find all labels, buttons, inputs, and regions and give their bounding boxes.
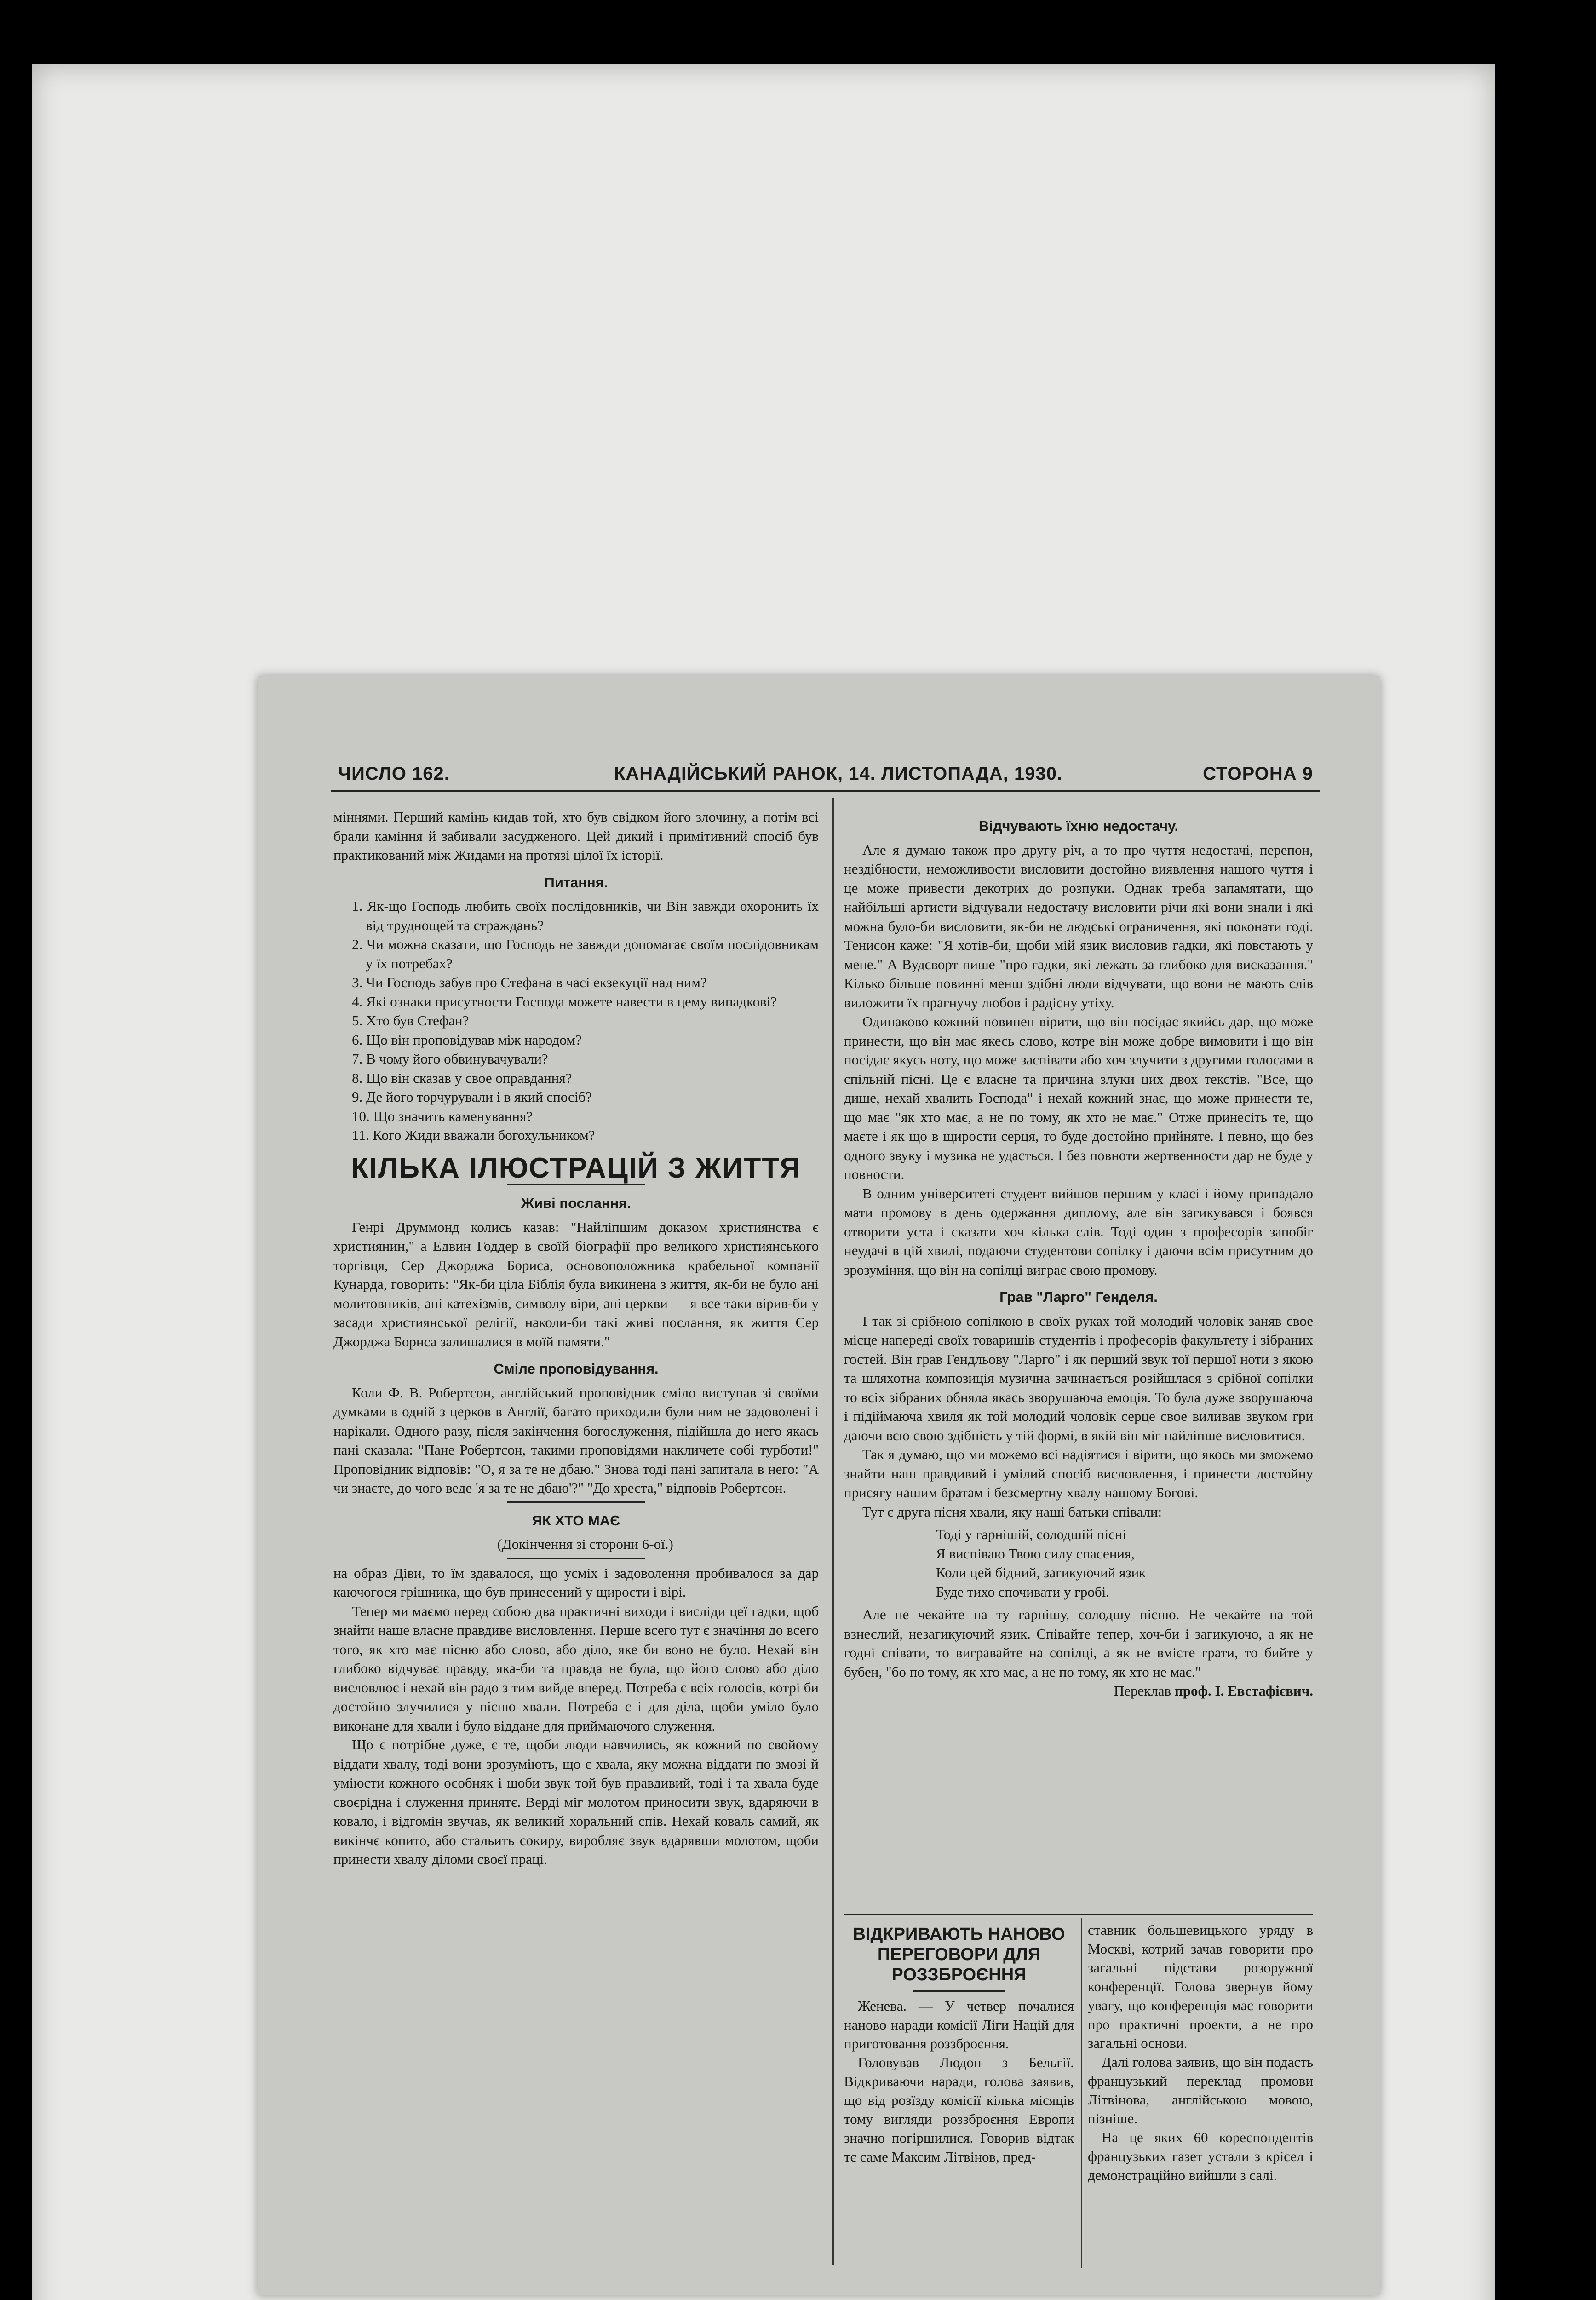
paper-name-date: КАНАДІЙСЬКИЙ РАНОК, 14. ЛИСТОПАДА, 1930.	[614, 764, 1063, 784]
article-paragraph: І так зі срібною сопілкою в своїх руках той молодий чоловік заняв свое місце напереді своїх товаришів студентів і професорів факультету і зібраних гостей. Він грав Гендльову "Ларго" і як перший звук тої першої ноти з якою та шляхотна композиція музична зачинається розійшлася з срібної сопілки то всіх зібраних обняла якась зворушаюча емоція. То була дуже зворушаюча і підіймаюча хвиля як той молодий чоловік серце свое виливав звуком гри даючи всю свою здібність у тій формі, в якій він міг найліпше висловитися.	[844, 1312, 1313, 1443]
verse-line: Буде тихо спочивати у гробі.	[936, 1583, 1109, 1600]
question-item: 11. Кого Жиди вважали богохульником?	[352, 1127, 595, 1143]
headline-rule	[913, 1990, 1005, 1992]
question-item: 3. Чи Господь забув про Стефана в часі екзекуції над ним?	[352, 974, 707, 990]
translator-prefix: Переклав	[1114, 1683, 1171, 1699]
questions-heading: Питання.	[544, 874, 608, 891]
left-column	[333, 807, 819, 1869]
article-paragraph: Тут є друга пісня хвали, яку наші батьки співали:	[862, 1503, 1162, 1520]
news-continuation	[1088, 1920, 1313, 2185]
news-paragraph: На це яких 60 кореспондентів французьких газет устали з крісел і демонстраційно вийшли з салі.	[1088, 2129, 1313, 2183]
question-item: 4. Які ознаки присутности Господа можете навести в цему випадкові?	[352, 993, 777, 1010]
question-item: 6. Що він проповідував між народом?	[352, 1031, 582, 1048]
column-divider	[832, 798, 834, 2266]
news-paragraph: ставник большевицького уряду в Москві, котрий зачав говорити про загальні підстави розоружної конференції. Голова звернув йому увагу, що конференція має говорити про практичні проекти, а не про загальні основи.	[1088, 1922, 1313, 2051]
news-headline: ВІДКРИВАЮТЬ НАНОВО ПЕРЕГОВОРИ ДЛЯ РОЗЗБРОЄННЯ	[853, 1925, 1065, 1984]
verse-line: Я виспіваю Твою силу спасения,	[936, 1545, 1135, 1562]
right-column	[844, 816, 1313, 1701]
article-paragraph: Одинаково кожний повинен вірити, що він посідає якийсь дар, що може принести, що він має якесь слово, котре він може добре вимовити і що він посідає якусь ноту, що може заспівати або хоч злучити з другими голосами в спільній пісні. Це є власне та причина злуки цих двох текстів. "Все, що дише, нехай хвалить Господа" і нехай кожний знає, що може принести те, що має "як хто має, а не по тому, як хто не має." Отже принесіть те, що маєте і як що в щирости серця, то буде достойно прийняте. І певно, що без одного звуку і музика не удасться. І без повноти жертвенности дар не буде у повности.	[844, 1013, 1313, 1182]
article-paragraph: Що є потрібне дуже, є те, щоби люди навчились, як кожний по свойому віддати хвалу, тоді вони зрозуміють, що є хвала, яку можна віддати по змозі й уміюсти кожного особняк і щоби звук той був правдивий, тоді і та хвала буде своєрідна і служення принятє. Верді міг молотом приносити звук, вдаряючи в ковало, і відгомін звучав, як великий хоральний спів. Нехай коваль самий, як викінчє копито, або стальить сокиру, виробляє звук вдарявши молотом, щоби принести хвалу діломи своєї праці.	[333, 1736, 819, 1867]
question-item: 1. Як-що Господь любить своїх послідовників, чи Він завжди охоронить їх від труднощей та страждань?	[352, 898, 819, 933]
hymn-verse	[936, 1525, 1313, 1601]
title-rule	[507, 1184, 645, 1185]
news-paragraph: Женева. — У четвер почалися наново наради комісії Ліги Націй для приготовання роззброєння.	[844, 1998, 1074, 2052]
masthead-rule	[331, 790, 1320, 792]
article-paragraph: Так я думаю, що ми можемо всі надіятися і вірити, що якось ми зможемо знайти наш правдивий і умілий спосіб висловлення, і принести достойну присягу нашим братам і безсмертну хвалу нашому Богові.	[844, 1446, 1313, 1501]
masthead	[338, 764, 1313, 791]
page-number: СТОРОНА 9	[1203, 764, 1313, 784]
question-item: 5. Хто був Стефан?	[352, 1012, 469, 1029]
question-item: 9. Де його торчурували і в який спосіб?	[352, 1089, 592, 1105]
news-article	[844, 1920, 1074, 2266]
living-heading: Живі послання.	[521, 1195, 631, 1211]
translator-name: проф. І. Евстафієвич.	[1174, 1683, 1313, 1699]
news-paragraph: Головував Людон з Бельгії. Відкриваючи наради, голова заявив, що від розїзду комісії кілька місяців тому вигляди роззброєння Европи значно погіршилися. Говорив відтак тє саме Максим Літвінов, пред-	[844, 2054, 1074, 2165]
living-paragraph: Генрі Друммонд колись казав: "Найліпшим доказом християнства є християнин," а Едвин Годдер в своїй біографії про великого християнського торгівця, Сер Джорджа Бориса, основоположника крабельної компанії Кунарда, говорить: "Як-би ціла Біблія була викинена з життя, як-би не було ані молитовників, ані катехізмів, символу віри, ані церкви — я все таки вірив-би у засади християнської релігії, наколи-би такі живі послання, як життя Сер Джорджа Борнса залишалися в моїй памяти."	[333, 1219, 819, 1350]
section-rule	[507, 1501, 645, 1503]
translator-credit	[844, 1681, 1313, 1701]
article-paragraph: Але не чекайте на ту гарнішу, солодшу пісню. Не чекайте на той взнеслий, незагикуючий язик. Співайте тепер, хоч-би і загикуючо, а як не годні співати, то вигравайте на сопілці, а як не вмієте грати, то бийте у бубен, "бо по тому, як хто має, а не по тому, як хто не має."	[844, 1606, 1313, 1680]
news-rule	[844, 1914, 1313, 1915]
question-item: 8. Що він сказав у свое оправдання?	[352, 1070, 572, 1086]
article-paragraph: Але я думаю також про другу річ, а то про чуття недостачі, перепон, нездібности, неможливости висловити достойно виявлення нашого чуття і це може привести декотрих до розпуки. Однак треба запамятати, що найбільші артисти відчували недостачу висловити річи які вони знали і які можна було-би висловити, як-би не людські ограничення, які поконати годі. Тенисон каже: "Я хотів-би, щоби мій язик висловив гадки, які повстають у мене." А Вудсворт пише "про гадки, які лежать за глибоко для висказання." Кілько більше повинні менш здібні люди відчувати, що вони не мають слів вилoжити їх прагнучу любов і радісну утіху.	[844, 841, 1313, 1011]
issue-number: ЧИСЛО 162.	[338, 764, 450, 784]
article-paragraph: В одним університеті студент вийшов першим у класі і йому припадало мати промову в день одержання диплому, але він загикувався і боявся отворити уста і сказати хоч кілька слів. Тоді один з професорів запобіг неудачі в цій хвилі, подаючи студентови сопілку і даючи всім присутним до зрозуміння, що він на сопілці виграє свою промову.	[844, 1185, 1313, 1278]
verse-line: Коли цей бідний, загикуючий язик	[936, 1564, 1146, 1581]
article-paragraph: Тепер ми маємо перед собою два практичні виходи і висліди цеї гадки, щоб знайти наше власне правдиве висловлення. Перше всего тут є значіння до всего того, як хто має пісню або слово, або діло, яке би воно не було. Нехай він глибоко відчуває правду, яка-би та правда не була, що його слово або діло висловлює і нехай він радо з тим вийде вперед. Потреба є всіх голосів, котрі би достойно злучилися у пісню хвали. Потреба є і для діла, щоби уміло було виконане для хвали і було віддане для приймаючого служення.	[333, 1603, 819, 1734]
continuation-note: (Докінчення зі сторони 6-ої.)	[497, 1536, 673, 1552]
illustrations-title: КІЛЬКА ІЛЮСТРАЦІЙ З ЖИТТЯ	[350, 1152, 802, 1184]
verse-line: Тоді у гарнішій, солодшій пісні	[936, 1526, 1127, 1542]
intro-paragraph: міннями. Перший камінь кидав той, хто був свідком його злочину, а потім всі брали каміння й забивали засудженого. Цей дикий і примітивний спосіб був практикований між Жидами на протязі цілої їх історії.	[333, 809, 819, 863]
article-paragraph: на образ Діви, то їм здавалося, що усміх і задоволення пробивалося за дар каючогося грішника, що був принесений у щирости і вірі.	[333, 1564, 819, 1600]
newspaper-page	[258, 676, 1380, 2295]
question-item: 7. В чому його обвинувачували?	[352, 1051, 548, 1067]
bold-preaching-paragraph: Коли Ф. В. Робертсон, англійський проповідник сміло виступав зі своїми думками в одній з церков в Англії, багато приходили були ним не задоволені і нарікали. Одного разу, після закінчення богослуження, підійшла до него якась пані сказала: "Пане Робертсон, такими проповідями накличете собі турботи!" Проповідник відповів: "О, я за те не дбаю." Знова тоді пані запитала в него: "А чи знаєте, до чого веде 'я за те не дбаю'?" "До хреста," відповів Робертсон.	[333, 1384, 819, 1496]
largo-heading: Грав "Ларго" Генделя.	[999, 1289, 1158, 1305]
question-item: 2. Чи можна сказати, що Господь не завжди допомагає своїм послідовникам у їх потребах?	[352, 936, 819, 972]
shortcoming-heading: Відчувають їхню недостачу.	[978, 818, 1179, 834]
question-item: 10. Що значить каменування?	[352, 1108, 533, 1124]
section-rule	[507, 1558, 645, 1559]
questions-list	[333, 897, 819, 1145]
news-paragraph: Далі голова заявив, що він подасть французький переклад промови Літвінова, англійською мовою, пізніше.	[1088, 2054, 1313, 2127]
who-has-title: ЯК ХТО МАЄ	[532, 1512, 620, 1529]
news-column-divider	[1081, 1918, 1082, 2268]
bold-preaching-heading: Сміле проповідування.	[494, 1361, 659, 1377]
